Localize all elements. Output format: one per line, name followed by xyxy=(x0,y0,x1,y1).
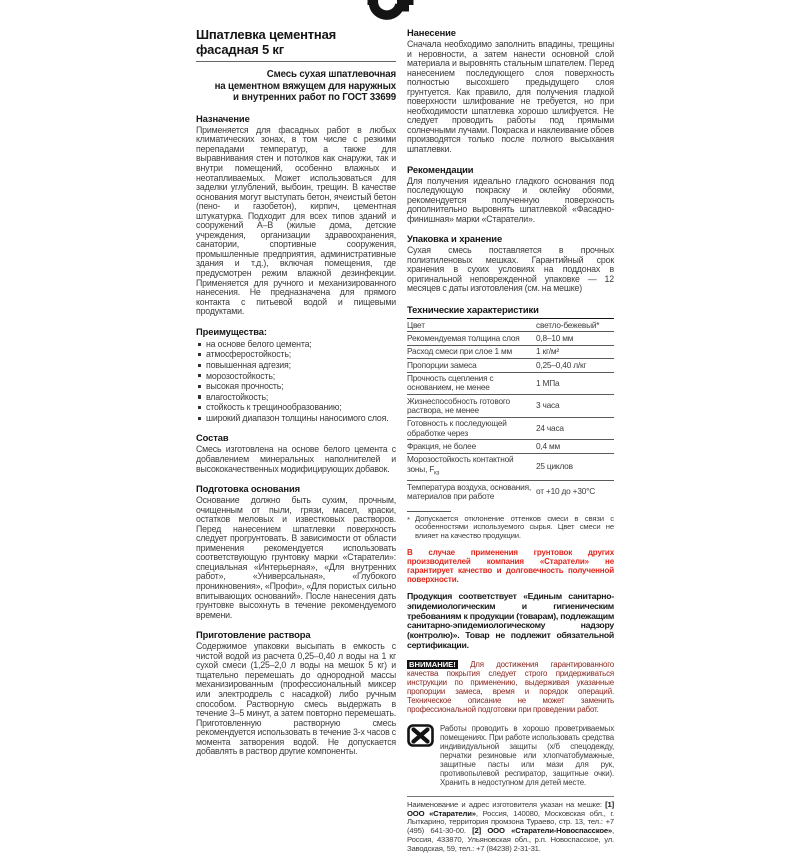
spec-label: Цвет xyxy=(407,319,425,330)
spec-value: 1 МПа xyxy=(536,377,560,388)
table-row xyxy=(407,359,614,372)
section-body: Применяется для фасадных работ в любых климатических зонах, в том числе с резкими перепадами температур, а также для выравнивания стен и потолков как снаружи, так и внутри помещений, особенно влажных и неотапливаемых. Может использоваться для заделки углублений, выбоин, трещин. В качестве основания могут выступать бетон, ячеистый бетон (пено- и газобетон), кирпич, цементная штукатурка. Подходит для всех типов зданий и сооружений А–В (жилые дома, детские учреждения, организации здравоохранения, санатории, спортивные сооружения, промышленные предприятия, административные здания и т.д.), включая помещения, где предусмотрен режим влажной дезинфекции. Применяется для ручного и механизированного нанесения. Не предназначена для прямого контакта с питьевой водой и пищевыми продуктами. xyxy=(196,124,396,317)
certification-statement: Продукция соответствует «Единым санитарно-эпидемиологическим и гигиеническим требованиям к продукции (товарам), подлежащим санитарно-эпидемиологическому надзору (контролю)». Товар не подлежит обязательной сертификации. xyxy=(407,591,614,650)
spec-label: Пропорции замеса xyxy=(407,359,477,370)
manufacturer-name-1: [1] ООО «Старатели» xyxy=(407,799,614,818)
section-heading: Подготовка основания xyxy=(196,483,300,495)
spec-label-text: Морозостойкость контактной зоны, F xyxy=(407,454,514,474)
list-item: на основе белого цемента; xyxy=(196,339,396,350)
subtitle-line: Смесь сухая шпатлевочная xyxy=(266,69,396,80)
subtitle-line: на цементном вяжущем для наружных xyxy=(214,80,396,92)
section-body: Смесь изготовлена на основе белого цемента с добавлением минеральных наполнителей и высококачественных модифицирующих добавок. xyxy=(196,444,396,474)
spec-table-heading: Технические характеристики xyxy=(407,304,614,319)
section-heading: Преимущества: xyxy=(196,325,267,337)
table-row xyxy=(407,481,614,503)
section-heading: Назначение xyxy=(196,112,250,124)
spec-value: 0,8–10 мм xyxy=(536,333,574,344)
right-column xyxy=(407,27,614,862)
footnote-text: Допускается отклонение оттенков смеси в связи с особенностями используемого сырья. Цвет смеси не влияет на качество продукции. xyxy=(415,513,614,541)
spec-label xyxy=(407,455,532,478)
advantages-list xyxy=(196,339,396,424)
spec-label: Температура воздуха, основания, материалов при работе xyxy=(407,481,531,501)
section-heading: Состав xyxy=(196,432,229,444)
spec-value: от +10 до +30°С xyxy=(536,486,596,497)
table-row xyxy=(407,418,614,441)
spec-value: 24 часа xyxy=(536,422,564,433)
section-body: Для получения идеально гладкого основания под последующую покраску и оклейку обоями, рекомендуется полученную поверхность дополнительно выровнять шпатлевкой «Фасадно-финишная» марки «Старатели». xyxy=(407,175,614,224)
section-body: Основание должно быть сухим, прочным, очищенным от пыли, грязи, масел, краски, остатков меловых и известковых растворов. Перед нанесением шпатлевки поверхность следует прогрунтовать. В зависимости от области применения рекомендуется использовать соответствующую грунтовку марки «Старатели»: специальная «Интерьерная», «Для внутренних работ», «Универсальная», «Глубокого проникновения», «Профи», «Для пористых сильно впитывающих оснований». После нанесения дать грунтовке высохнуть в течение рекомендуемого времени. xyxy=(196,495,396,620)
safety-instructions xyxy=(407,724,614,787)
section-packaging-storage xyxy=(407,233,614,294)
table-row xyxy=(407,454,614,481)
crossed-box-icon xyxy=(407,724,434,747)
table-row xyxy=(407,332,614,345)
spec-label-subscript: кз xyxy=(434,470,440,477)
section-mixing xyxy=(196,629,396,757)
list-item: морозостойкость; xyxy=(196,371,396,382)
table-row xyxy=(407,395,614,418)
table-row xyxy=(407,440,614,453)
product-title: Шпатлевка цементная фасадная 5 кг xyxy=(196,27,396,62)
spec-label: Фракция, не более xyxy=(407,440,477,451)
rostest-pct-certification-icon xyxy=(366,0,414,25)
spec-label: Жизнеспособность готового раствора, не менее xyxy=(407,395,510,415)
section-recommendations xyxy=(407,164,614,225)
manufacturer-intro: Наименование и адрес изготовителя указан на мешке: xyxy=(407,799,606,809)
footnote-divider xyxy=(407,511,451,512)
section-composition xyxy=(196,432,396,474)
spec-label: Рекомендуемая толщина слоя xyxy=(407,333,520,344)
list-item: широкий диапазон толщины наносимого слоя. xyxy=(196,413,396,424)
section-body: Сначала необходимо заполнить впадины, трещины и неровности, а затем нанести основной слой материала и выровнять стальным шпателем. Перед нанесением последующего слоя поверхность полностью высохшего предыдущего слоя грунтуется. Как правило, для получения гладкой поверхности шлифование не требуется, но при необходимости шпатлевка хорошо шлифуется. Не следует проводить работы под прямыми солнечными лучами. Покраска и наклеивание обоев производятся только после полного высыхания шпатлевки. xyxy=(407,39,614,155)
spec-label: Расход смеси при слое 1 мм xyxy=(407,346,513,357)
attention-text: Для достижения гарантированного качества покрытия следует строго придерживаться инструкции по применению, выдерживая указанные пропорции замеса, время и порядок операций. Техническое описание не может заменить профессиональной подготовки при проведении работ. xyxy=(407,659,614,714)
manufacturer-address-2: , Россия, 433870, Ульяновская обл., р.п. Новоспасское, ул. Заводская, 59, тел.: +7 (84238) 2-31-31. xyxy=(407,826,614,854)
table-row xyxy=(407,319,614,332)
product-subtitle xyxy=(196,69,396,104)
table-row xyxy=(407,373,614,396)
attention-paragraph xyxy=(407,660,614,714)
footnote-marker: * xyxy=(407,514,410,524)
table-row xyxy=(407,346,614,359)
label-content xyxy=(196,27,614,862)
footnote xyxy=(407,515,614,541)
subtitle-line: и внутренних работ по ГОСТ 33699 xyxy=(232,92,396,104)
list-item: влагостойкость; xyxy=(196,392,396,403)
list-item: высокая прочность; xyxy=(196,381,396,392)
manufacturer-info xyxy=(407,796,614,854)
spec-label: Готовность к последующей обработке через xyxy=(407,418,507,438)
section-specifications xyxy=(407,304,614,503)
spec-table xyxy=(407,319,614,503)
list-item: атмосферостойкость; xyxy=(196,349,396,360)
section-heading: Нанесение xyxy=(407,27,456,38)
section-advantages xyxy=(196,326,396,424)
section-substrate-prep xyxy=(196,483,396,620)
manufacturer-name-2: [2] ООО «Старатели-Новоспасское» xyxy=(472,826,613,836)
spec-value: светло-бежевый* xyxy=(536,319,600,330)
spec-label: Прочность сцепления с основанием, не менее xyxy=(407,373,494,393)
section-application xyxy=(407,27,614,155)
spec-value: 1 кг/м² xyxy=(536,346,559,357)
safety-text: Работы проводить в хорошо проветриваемых помещениях. При работе использовать средства индивидуальной защиты (х/б спецодежду, перчатки резиновые или хлопчатобумажные, защитные пасты или мази для рук, противопылевой респиратор, защитные очки). Хранить в недоступном для детей месте. xyxy=(440,723,614,787)
section-heading: Приготовление раствора xyxy=(196,629,311,641)
spec-value: 0,25–0,40 л/кг xyxy=(536,359,587,370)
primer-warning-text: В случае применения грунтовок других производителей компания «Старатели» не гарантирует качество и долговечность полученной поверхности. xyxy=(407,548,614,585)
manufacturer-address-1: , Россия, 140080, Московская обл., г. Лыткарино, территория промзона Тураево, стр. 13, тел.: +7 (495) 641-30-00. xyxy=(407,808,615,836)
section-body: Сухая смесь поставляется в прочных полиэтиленовых мешках. Гарантийный срок хранения в сухих условиях на поддонах в оригинальной неповрежденной упаковке — 12 месяцев с даты изготовления (см. на мешке) xyxy=(407,245,614,294)
section-heading: Рекомендации xyxy=(407,163,474,175)
spec-value: 3 часа xyxy=(536,400,560,411)
attention-badge: ВНИМАНИЕ! xyxy=(409,659,456,669)
section-body: Содержимое упаковки высыпать в емкость с чистой водой из расчета 0,25–0,40 л воды на 1 кг сухой смеси (1,25–2,0 л воды на мешок 5 кг) и тщательно перемешать до однородной массы механизированным (профессиональный миксер или электродрель с насадкой) либо ручным способом. Растворную смесь выдержать в течение 3–5 минут, а затем повторно перемешать. Приготовленную растворную смесь рекомендуется использовать в течение 3-х часов с момента затворения водой. Не допускается добавлять в раствор другие компоненты. xyxy=(196,641,396,757)
section-purpose xyxy=(196,113,396,317)
spec-value: 0,4 мм xyxy=(536,440,561,451)
list-item: повышенная адгезия; xyxy=(196,360,396,371)
spec-value: 25 циклов xyxy=(536,461,573,472)
list-item: стойкость к трещинообразованию; xyxy=(196,402,396,413)
section-heading: Упаковка и хранение xyxy=(407,233,503,245)
left-column xyxy=(196,27,396,862)
